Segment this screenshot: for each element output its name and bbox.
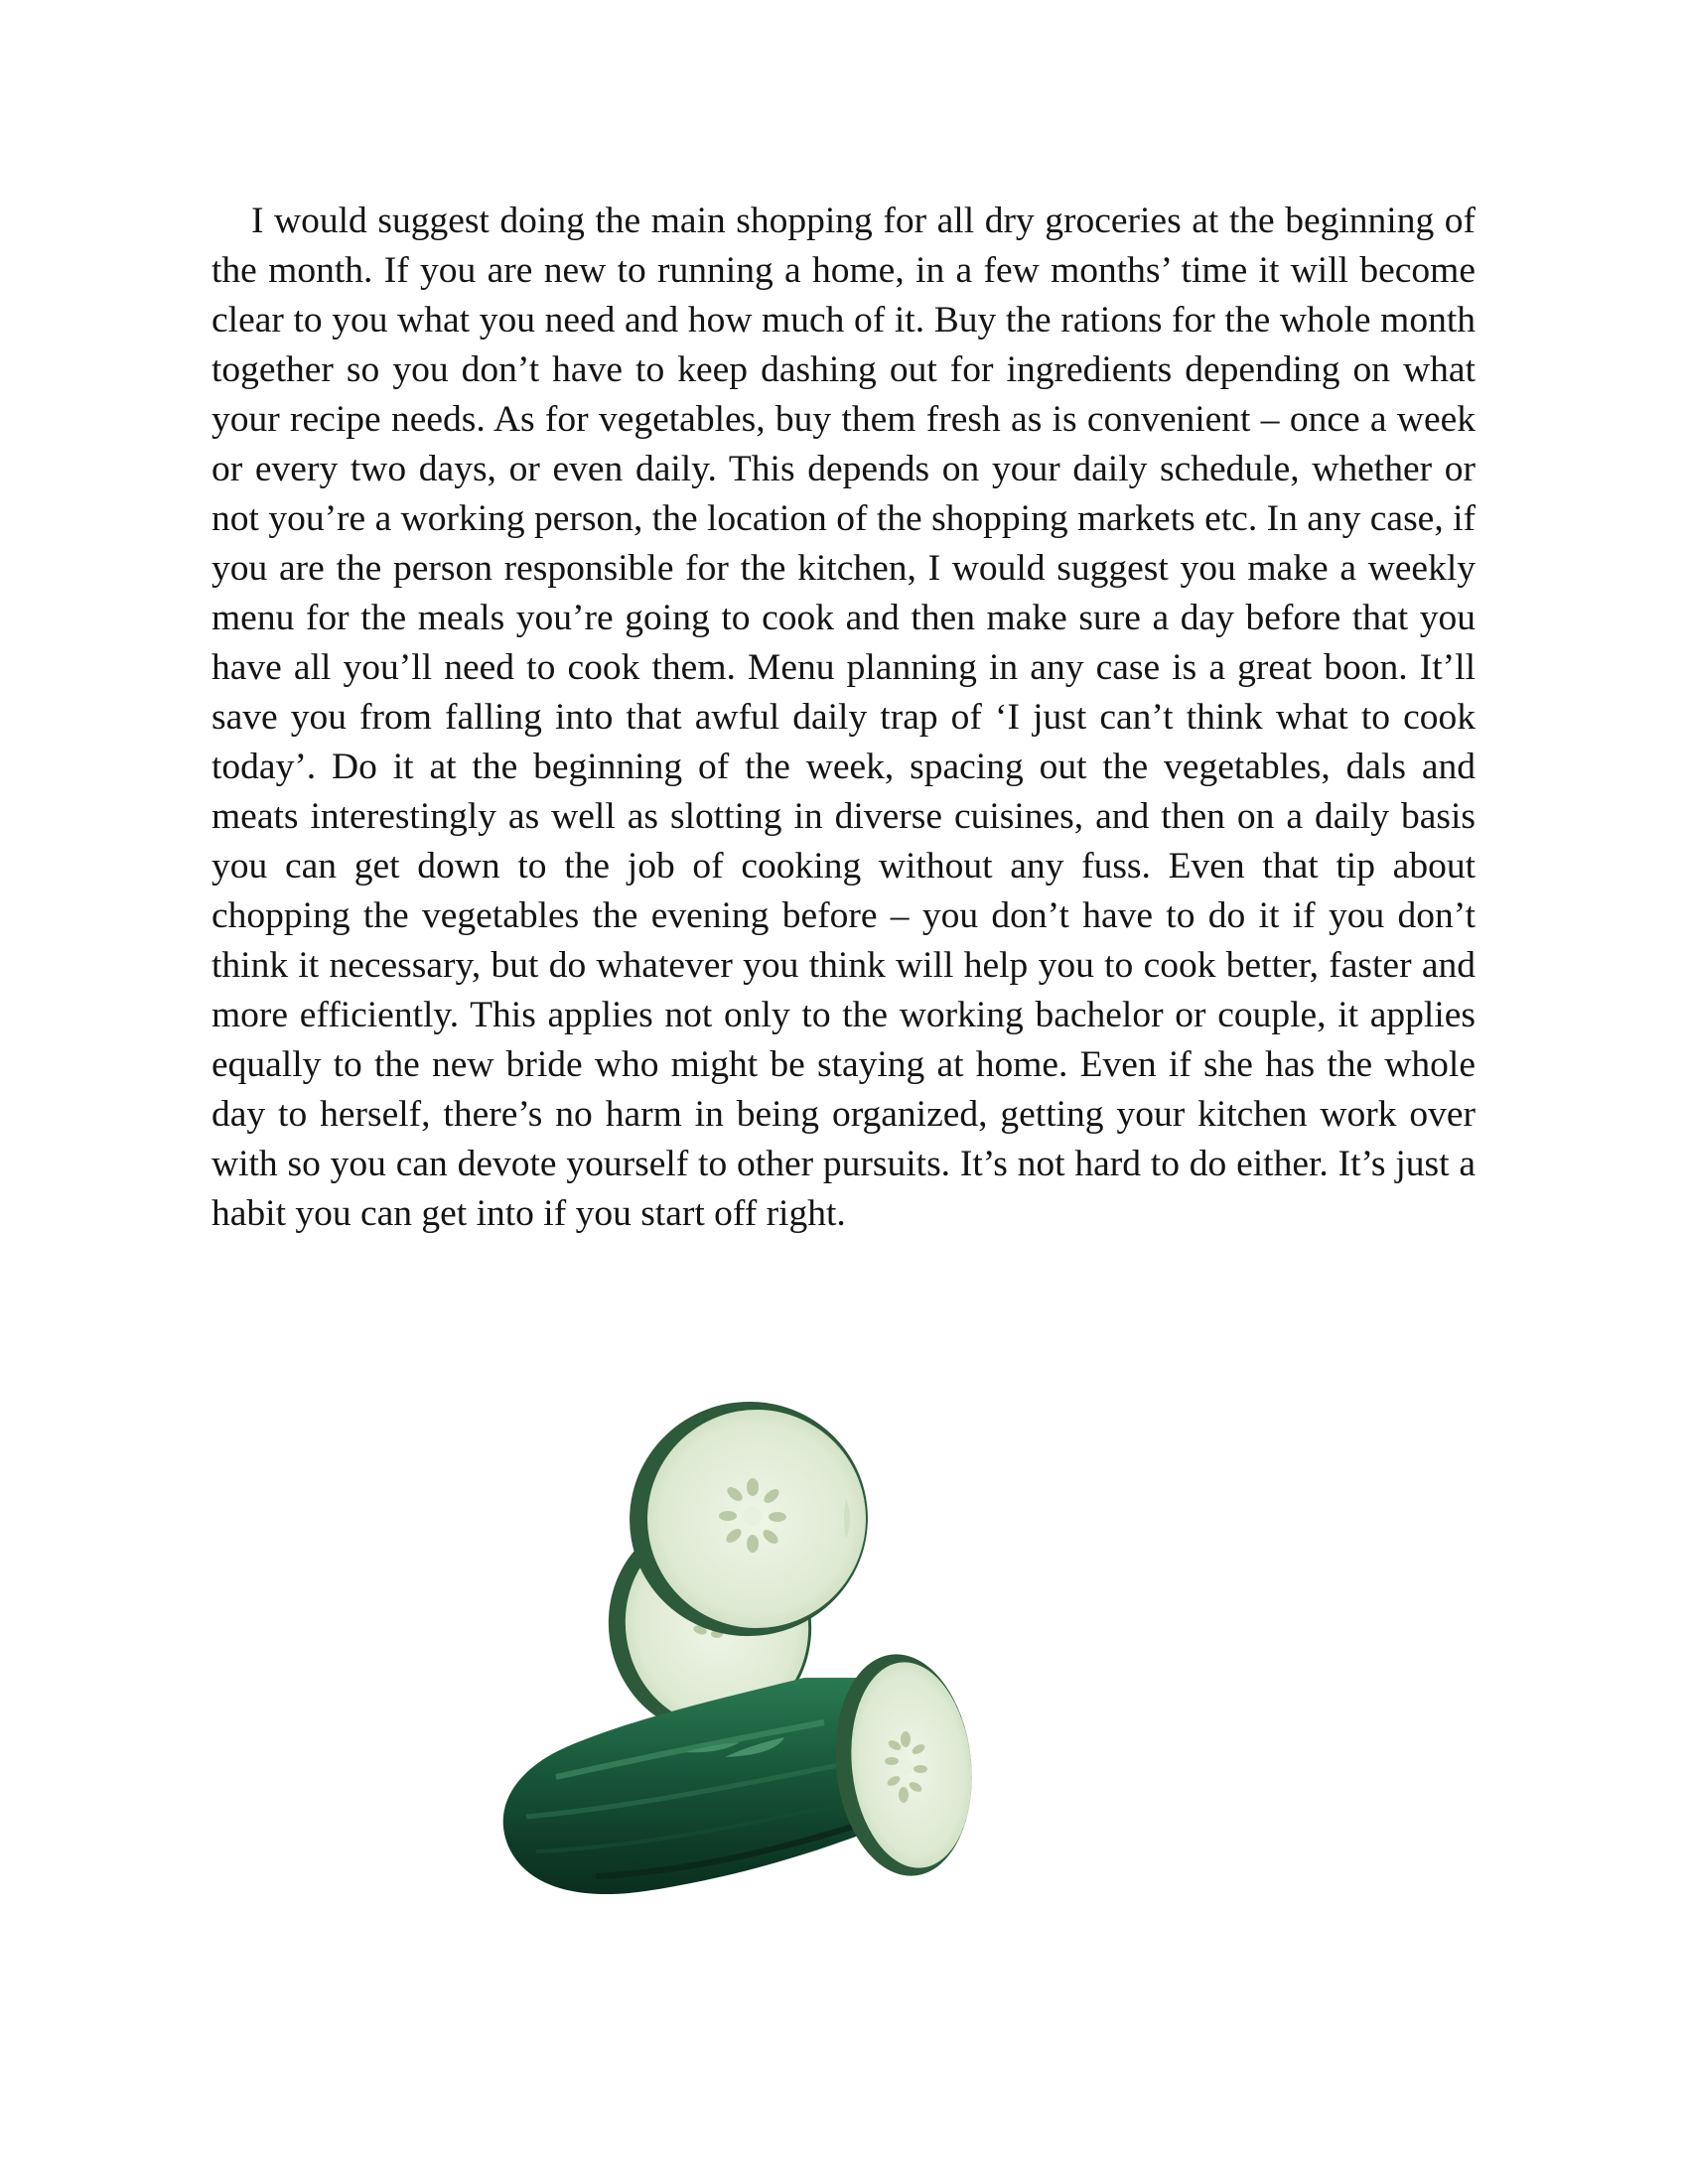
cucumber-illustration bbox=[496, 1380, 1192, 1995]
body-paragraph: I would suggest doing the main shopping for all dry groceries at the beginning of the month. If you are new to running a home, in a few months’ time it will become clear to you what you need and how much of it. Buy the rations for the whole month together so you don’t have to keep dashing out for ingredients depending on what your recipe needs. As for vegetables, buy them fresh as is convenient – once a week or every two days, or even daily. This depends on your daily schedule, whether or not you’re a working person, the location of the shopping markets etc. In any case, if you are the person responsible for the kitchen, I would suggest you make a weekly menu for the meals you’re going to cook and then make sure a day before that you have all you’ll need to cook them. Menu planning in any case is a great boon. It’ll save you from falling into that awful daily trap of ‘I just can’t think what to cook today’. Do it at the beginning of the week, spacing out the vegetables, dals and meats interestingly as well as slotting in diverse cuisines, and then on a daily basis you can get down to the job of cooking without any fuss. Even that tip about chopping the vegetables the evening before – you don’t have to do it if you don’t think it necessary, but do whatever you think will help you to cook better, faster and more efficiently. This applies not only to the working bachelor or couple, it applies equally to the new bride who might be staying at home. Even if she has the whole day to herself, there’s no harm in being organized, getting your kitchen work over with so you can devote yourself to other pursuits. It’s not hard to do either. It’s just a habit you can get into if you start off right. bbox=[211, 201, 1476, 1234]
